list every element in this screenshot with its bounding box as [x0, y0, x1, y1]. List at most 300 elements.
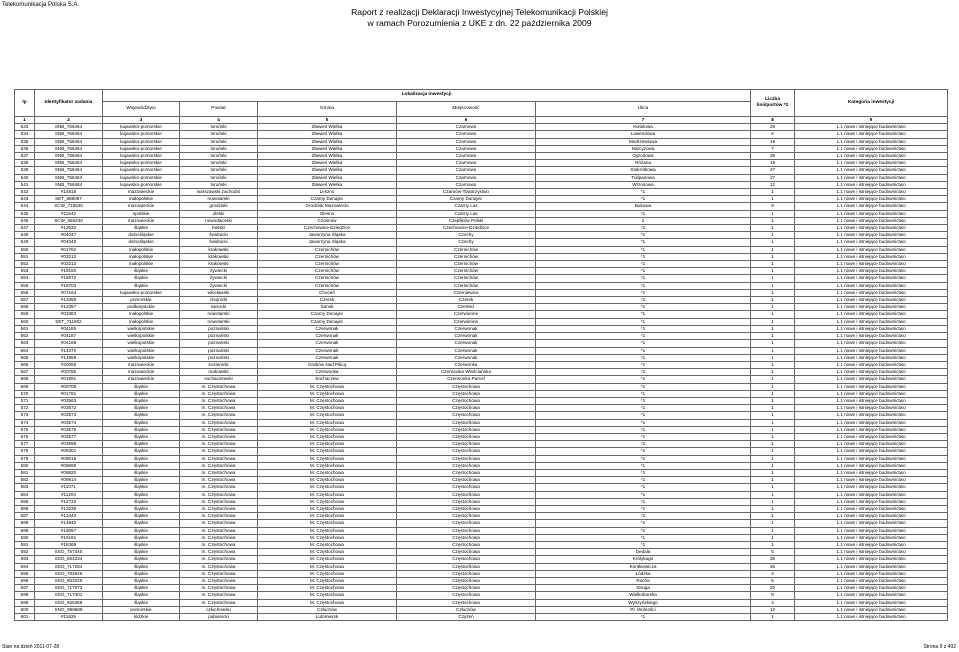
cell-voivodeship: śląskie	[103, 599, 180, 606]
cell-lp: 565	[15, 354, 35, 361]
cell-lines: 1	[751, 189, 795, 196]
cell-voivodeship: śląskie	[103, 578, 180, 585]
cell-lines: 1	[751, 448, 795, 455]
cell-county: nowotarski	[180, 311, 258, 318]
cell-street: 2	[536, 217, 751, 224]
cell-lines: 1	[751, 354, 795, 361]
cell-commune: M. Częstochowa	[258, 570, 397, 577]
cell-voivodeship: pomorskie	[103, 606, 180, 613]
cell-commune: Leszno	[258, 189, 397, 196]
cell-id: #13369	[35, 297, 103, 304]
cell-locality: Częstochowa	[397, 397, 536, 404]
cell-category: 1.1 nowe i istniejące budownictwo	[795, 549, 948, 556]
cell-street: Ogrodowa	[536, 153, 751, 160]
cell-county: m. Częstochowa	[180, 498, 258, 505]
cell-lines: 19	[751, 160, 795, 167]
cell-commune: Czerwonak	[258, 325, 397, 332]
cell-lines: 1	[751, 397, 795, 404]
cell-lines: 20	[751, 585, 795, 592]
table-row	[15, 563, 948, 570]
cell-street: *1	[536, 426, 751, 433]
cell-lines: 1	[751, 246, 795, 253]
cell-category: 1.1 nowe i istniejące budownictwo	[795, 225, 948, 232]
cell-locality: Częstochowa	[397, 390, 536, 397]
cell-street: *1	[536, 289, 751, 296]
cell-lines: 1	[751, 541, 795, 548]
table-row	[15, 160, 948, 167]
cell-street: *1	[536, 261, 751, 268]
report-title	[0, 7, 959, 29]
cell-locality: Czyżeń	[397, 614, 536, 621]
table-row	[15, 448, 948, 455]
cell-county: m. Częstochowa	[180, 419, 258, 426]
cell-locality: Częstochowa	[397, 513, 536, 520]
cell-category: 1.1 nowe i istniejące budownictwo	[795, 354, 948, 361]
cell-county: m. Częstochowa	[180, 563, 258, 570]
cell-county: m. Częstochowa	[180, 412, 258, 419]
cell-id: SNG_899689	[35, 606, 103, 613]
table-row	[15, 196, 948, 203]
company-name: Telekomunikacja Polska S.A.	[2, 2, 80, 8]
cell-lines: 1	[751, 505, 795, 512]
cell-voivodeship: śląskie	[103, 527, 180, 534]
cell-commune: Czernichów	[258, 268, 397, 275]
cell-category: 1.1 nowe i istniejące budownictwo	[795, 412, 948, 419]
cell-voivodeship: śląskie	[103, 477, 180, 484]
cell-lp: 586	[15, 505, 35, 512]
cell-street: *1	[536, 347, 751, 354]
cell-county: m. Częstochowa	[180, 462, 258, 469]
cell-lines: 1	[751, 441, 795, 448]
cell-voivodeship: pomorskie	[103, 297, 180, 304]
cell-street: *1	[536, 239, 751, 246]
cell-voivodeship: śląskie	[103, 556, 180, 563]
table-row	[15, 145, 948, 152]
cell-locality: Częstochowa	[397, 383, 536, 390]
cell-lines: 1	[751, 614, 795, 621]
cell-category: 1.1 nowe i istniejące budownictwo	[795, 419, 948, 426]
cell-category: 1.1 nowe i istniejące budownictwo	[795, 333, 948, 340]
cell-street: *1	[536, 225, 751, 232]
cell-street: *1	[536, 282, 751, 289]
cell-id: #12632	[35, 225, 103, 232]
cell-lp: 579	[15, 455, 35, 462]
cell-street: *1	[536, 513, 751, 520]
cell-lines: 1	[751, 520, 795, 527]
cell-lines: 12	[751, 606, 795, 613]
cell-commune: Jaworzyna Śląska	[258, 232, 397, 239]
cell-lp: 596	[15, 578, 35, 585]
table-row	[15, 513, 948, 520]
table-row	[15, 333, 948, 340]
cell-commune: Czosnów	[258, 217, 397, 224]
cell-category: 1.1 nowe i istniejące budownictwo	[795, 563, 948, 570]
table-row	[15, 304, 948, 311]
cell-id: SSO_782645	[35, 570, 103, 577]
cell-lp: 601	[15, 614, 35, 621]
cell-street: *1	[536, 268, 751, 275]
cell-id: #03572	[35, 405, 103, 412]
status-date: Stan na dzień 2011-07-28	[2, 644, 60, 650]
cell-commune: Czerwonak	[258, 333, 397, 340]
report-title-line1: Raport z realizacji Deklaracji Inwestycyjnej Telekomunikacji Polskiej	[351, 7, 608, 17]
cell-voivodeship: śląskie	[103, 484, 180, 491]
cell-id: #14370	[35, 347, 103, 354]
cell-id: #09018	[35, 455, 103, 462]
cell-street: *1	[536, 614, 751, 621]
cell-category: 1.1 nowe i istniejące budownictwo	[795, 527, 948, 534]
cell-county: toruński	[180, 181, 258, 188]
cell-county: toruński	[180, 138, 258, 145]
cell-lp: 548	[15, 232, 35, 239]
table-row	[15, 311, 948, 318]
cell-category: 1.1 nowe i istniejące budownictwo	[795, 160, 948, 167]
table-row	[15, 289, 948, 296]
cell-id: #20059	[35, 361, 103, 368]
cell-lines: 9	[751, 203, 795, 210]
cell-lp: 582	[15, 477, 35, 484]
cell-voivodeship: śląskie	[103, 455, 180, 462]
cell-lines: 1	[751, 196, 795, 203]
header-lp: lp	[15, 90, 35, 117]
table-row	[15, 585, 948, 592]
cell-lines: 36	[751, 563, 795, 570]
cell-locality: Czerwonak	[397, 333, 536, 340]
cell-id: #13443	[35, 513, 103, 520]
cell-voivodeship: śląskie	[103, 275, 180, 282]
cell-lines: 27	[751, 174, 795, 181]
header-voivodeship: Województwo	[103, 102, 180, 117]
cell-street: *1	[536, 541, 751, 548]
cell-locality: Częstochowa	[397, 570, 536, 577]
table-row	[15, 570, 948, 577]
cell-voivodeship: śląskie	[103, 433, 180, 440]
cell-category: 1.1 nowe i istniejące budownictwo	[795, 405, 948, 412]
cell-lines: 1	[751, 498, 795, 505]
cell-id: #14868	[35, 354, 103, 361]
cell-street: *1	[536, 491, 751, 498]
cell-lp: 561	[15, 325, 35, 332]
cell-locality: Czarny Las	[397, 203, 536, 210]
cell-voivodeship: kujawsko-pomorskie	[103, 138, 180, 145]
cell-category: 1.1 nowe i istniejące budownictwo	[795, 131, 948, 138]
cell-category: 1.1 nowe i istniejące budownictwo	[795, 441, 948, 448]
cell-county: grodziski	[180, 203, 258, 210]
cell-lp: 593	[15, 556, 35, 563]
cell-locality: Częstochowa	[397, 549, 536, 556]
cell-commune: Czarny Dunajec	[258, 311, 397, 318]
table-row	[15, 549, 948, 556]
cell-locality: Czarnowo	[397, 131, 536, 138]
cell-locality: Czarnowo	[397, 145, 536, 152]
cell-locality: Czechowice-Dziedzice	[397, 225, 536, 232]
cell-county: świdnicki	[180, 232, 258, 239]
table-row	[15, 614, 948, 621]
cell-street: Struga	[536, 585, 751, 592]
cell-category: 1.1 nowe i istniejące budownictwo	[795, 210, 948, 217]
cell-category: 1.1 nowe i istniejące budownictwo	[795, 174, 948, 181]
cell-lp: 573	[15, 412, 35, 419]
cell-street: *1	[536, 297, 751, 304]
cell-voivodeship: śląskie	[103, 513, 180, 520]
cell-county: poznański	[180, 347, 258, 354]
cell-commune: M. Częstochowa	[258, 462, 397, 469]
cell-street: *1	[536, 520, 751, 527]
cell-locality: Czernichów	[397, 261, 536, 268]
cell-street: *1	[536, 232, 751, 239]
cell-lp: 589	[15, 527, 35, 534]
cell-street: Lawendowa	[536, 131, 751, 138]
cell-id: #09698	[35, 462, 103, 469]
cell-voivodeship: mazowieckie	[103, 369, 180, 376]
cell-street: Narcyzowa	[536, 145, 751, 152]
cell-id: #03598	[35, 441, 103, 448]
cell-commune: Grodzisk Mazowiecki	[258, 203, 397, 210]
column-number: 4	[180, 117, 258, 124]
table-row	[15, 131, 948, 138]
cell-street: *1	[536, 390, 751, 397]
cell-lp: 536	[15, 145, 35, 152]
cell-voivodeship: małopolskie	[103, 253, 180, 260]
cell-commune: Zławieś Wielka	[258, 174, 397, 181]
cell-lines: 1	[751, 491, 795, 498]
cell-county: m. Częstochowa	[180, 397, 258, 404]
cell-voivodeship: mazowieckie	[103, 376, 180, 383]
cell-commune: Jaworzyna Śląska	[258, 239, 397, 246]
cell-commune: Czernichów	[258, 282, 397, 289]
cell-lines: 1	[751, 527, 795, 534]
cell-category: 1.1 nowe i istniejące budownictwo	[795, 297, 948, 304]
cell-locality: Czernichów	[397, 282, 536, 289]
cell-commune: Czersk	[258, 297, 397, 304]
cell-lines: 18	[751, 138, 795, 145]
cell-id: SNB_756464	[35, 153, 103, 160]
cell-commune: Zławieś Wielka	[258, 153, 397, 160]
table-row	[15, 455, 948, 462]
cell-voivodeship: wielkopolskie	[103, 340, 180, 347]
cell-category: 1.1 nowe i istniejące budownictwo	[795, 592, 948, 599]
cell-voivodeship: opolskie	[103, 210, 180, 217]
cell-voivodeship: śląskie	[103, 563, 180, 570]
cell-lines: 4	[751, 570, 795, 577]
cell-category: 1.1 nowe i istniejące budownictwo	[795, 304, 948, 311]
cell-locality: Czernichów	[397, 253, 536, 260]
cell-county: toruński	[180, 153, 258, 160]
cell-category: 1.1 nowe i istniejące budownictwo	[795, 124, 948, 131]
cell-commune: M. Częstochowa	[258, 484, 397, 491]
cell-category: 1.1 nowe i istniejące budownictwo	[795, 167, 948, 174]
cell-commune: Czernichów	[258, 261, 397, 268]
cell-id: #18703	[35, 282, 103, 289]
cell-street: *1	[536, 354, 751, 361]
cell-commune: Lutomiersk	[258, 614, 397, 621]
cell-lines: 5	[751, 578, 795, 585]
cell-id: #03383	[35, 311, 103, 318]
cell-commune: Czernichów	[258, 275, 397, 282]
cell-id: SSO_803225	[35, 578, 103, 585]
cell-street: *1	[536, 383, 751, 390]
page-number: Strona 9 z 492	[923, 644, 956, 650]
cell-voivodeship: małopolskie	[103, 246, 180, 253]
cell-locality: Czarnowo	[397, 167, 536, 174]
cell-county: m. Częstochowa	[180, 448, 258, 455]
cell-voivodeship: śląskie	[103, 585, 180, 592]
cell-voivodeship: śląskie	[103, 549, 180, 556]
cell-county: żywiecki	[180, 282, 258, 289]
cell-street: *1	[536, 318, 751, 325]
cell-locality: Częstochowa	[397, 419, 536, 426]
cell-voivodeship: śląskie	[103, 592, 180, 599]
cell-street: *1	[536, 397, 751, 404]
cell-lp: 597	[15, 585, 35, 592]
cell-county: m. Częstochowa	[180, 534, 258, 541]
cell-lp: 539	[15, 167, 35, 174]
cell-street: Bukowa	[536, 203, 751, 210]
cell-lp: 570	[15, 390, 35, 397]
cell-county: chojnicki	[180, 297, 258, 304]
cell-lines: 36	[751, 556, 795, 563]
cell-category: 1.1 nowe i istniejące budownictwo	[795, 325, 948, 332]
cell-street: Kontkiewicza	[536, 563, 751, 570]
cell-id: #04185	[35, 325, 103, 332]
cell-lp: 545	[15, 210, 35, 217]
cell-id: #11829	[35, 614, 103, 621]
cell-category: 1.1 nowe i istniejące budownictwo	[795, 282, 948, 289]
cell-county: toruński	[180, 160, 258, 167]
table-row	[15, 441, 948, 448]
table-row	[15, 124, 948, 131]
cell-locality: Czarnowo	[397, 138, 536, 145]
cell-category: 1.1 nowe i istniejące budownictwo	[795, 203, 948, 210]
table-row	[15, 217, 948, 224]
cell-voivodeship: kujawsko-pomorskie	[103, 289, 180, 296]
cell-voivodeship: małopolskie	[103, 196, 180, 203]
cell-id: #16181	[35, 534, 103, 541]
cell-county: m. Częstochowa	[180, 426, 258, 433]
cell-lp: 568	[15, 376, 35, 383]
cell-county: toruński	[180, 145, 258, 152]
table-row	[15, 138, 948, 145]
cell-county: makowski	[180, 369, 258, 376]
cell-county: poznański	[180, 340, 258, 347]
table-row	[15, 556, 948, 563]
cell-locality: Częstochowa	[397, 448, 536, 455]
cell-category: 1.1 nowe i istniejące budownictwo	[795, 578, 948, 585]
cell-category: 1.1 nowe i istniejące budownictwo	[795, 347, 948, 354]
cell-category: 1.1 nowe i istniejące budownictwo	[795, 455, 948, 462]
table-row	[15, 340, 948, 347]
cell-locality: Częstochowa	[397, 520, 536, 527]
column-number-row	[15, 117, 948, 124]
cell-lp: 581	[15, 469, 35, 476]
cell-lp: 551	[15, 253, 35, 260]
table-row	[15, 153, 948, 160]
cell-category: 1.1 nowe i istniejące budownictwo	[795, 196, 948, 203]
cell-lines: 1	[751, 383, 795, 390]
table-row	[15, 268, 948, 275]
cell-voivodeship: kujawsko-pomorskie	[103, 131, 180, 138]
cell-street: *1	[536, 405, 751, 412]
cell-street: Kwiatowa	[536, 124, 751, 131]
cell-category: 1.1 nowe i istniejące budownictwo	[795, 513, 948, 520]
cell-commune: Czarny Dunajec	[258, 318, 397, 325]
cell-county: m. Częstochowa	[180, 505, 258, 512]
cell-locality: Czarny Las	[397, 210, 536, 217]
cell-locality: Częstochowa	[397, 585, 536, 592]
cell-locality: Częstochowa	[397, 462, 536, 469]
cell-id: #18369	[35, 541, 103, 548]
cell-commune: M. Częstochowa	[258, 426, 397, 433]
cell-county: m. Częstochowa	[180, 390, 258, 397]
column-number: 5	[258, 117, 397, 124]
cell-category: 1.1 nowe i istniejące budownictwo	[795, 556, 948, 563]
cell-street: *1	[536, 462, 751, 469]
cell-id: SNB_756464	[35, 160, 103, 167]
cell-lines: 1	[751, 455, 795, 462]
cell-lines: 1	[751, 289, 795, 296]
cell-lines: 1	[751, 297, 795, 304]
cell-category: 1.1 nowe i istniejące budownictwo	[795, 383, 948, 390]
cell-lp: 556	[15, 289, 35, 296]
cell-category: 1.1 nowe i istniejące budownictwo	[795, 361, 948, 368]
cell-commune: M. Częstochowa	[258, 592, 397, 599]
cell-county: m. Częstochowa	[180, 592, 258, 599]
cell-id: SET_688067	[35, 196, 103, 203]
cell-street: *1	[536, 477, 751, 484]
cell-id: SSO_717401	[35, 592, 103, 599]
cell-category: 1.1 nowe i istniejące budownictwo	[795, 181, 948, 188]
cell-county: toruński	[180, 167, 258, 174]
cell-locality: Częstochowa	[397, 505, 536, 512]
cell-county: m. Częstochowa	[180, 585, 258, 592]
cell-voivodeship: śląskie	[103, 520, 180, 527]
table-row	[15, 419, 948, 426]
cell-commune: M. Częstochowa	[258, 433, 397, 440]
header-id: Identyfikator zadania	[35, 90, 103, 117]
cell-street: Dedala	[536, 549, 751, 556]
cell-lines: 1	[751, 426, 795, 433]
cell-locality: Czerwonak	[397, 340, 536, 347]
table-row	[15, 246, 948, 253]
cell-locality: Czertież	[397, 304, 536, 311]
cell-lp: 535	[15, 138, 35, 145]
column-number: 1	[15, 117, 35, 124]
cell-category: 1.1 nowe i istniejące budownictwo	[795, 534, 948, 541]
cell-commune: Czerwonak	[258, 347, 397, 354]
cell-street: Wyszyńskiego	[536, 599, 751, 606]
cell-county: sochaczewski	[180, 376, 258, 383]
cell-voivodeship: małopolskie	[103, 311, 180, 318]
cell-voivodeship: kujawsko-pomorskie	[103, 153, 180, 160]
table-row	[15, 541, 948, 548]
cell-lines: 1	[751, 405, 795, 412]
cell-locality: Czernichów	[397, 268, 536, 275]
cell-voivodeship: dolnośląskie	[103, 239, 180, 246]
cell-lp: 600	[15, 606, 35, 613]
table-row	[15, 498, 948, 505]
cell-locality: Częstochowa	[397, 455, 536, 462]
table-row	[15, 325, 948, 332]
cell-lines: 1	[751, 462, 795, 469]
table-row	[15, 203, 948, 210]
cell-commune: M. Częstochowa	[258, 448, 397, 455]
table-row	[15, 484, 948, 491]
cell-voivodeship: śląskie	[103, 397, 180, 404]
table-row	[15, 520, 948, 527]
cell-lp: 580	[15, 462, 35, 469]
cell-lines: 8	[751, 592, 795, 599]
cell-commune: M. Częstochowa	[258, 534, 397, 541]
